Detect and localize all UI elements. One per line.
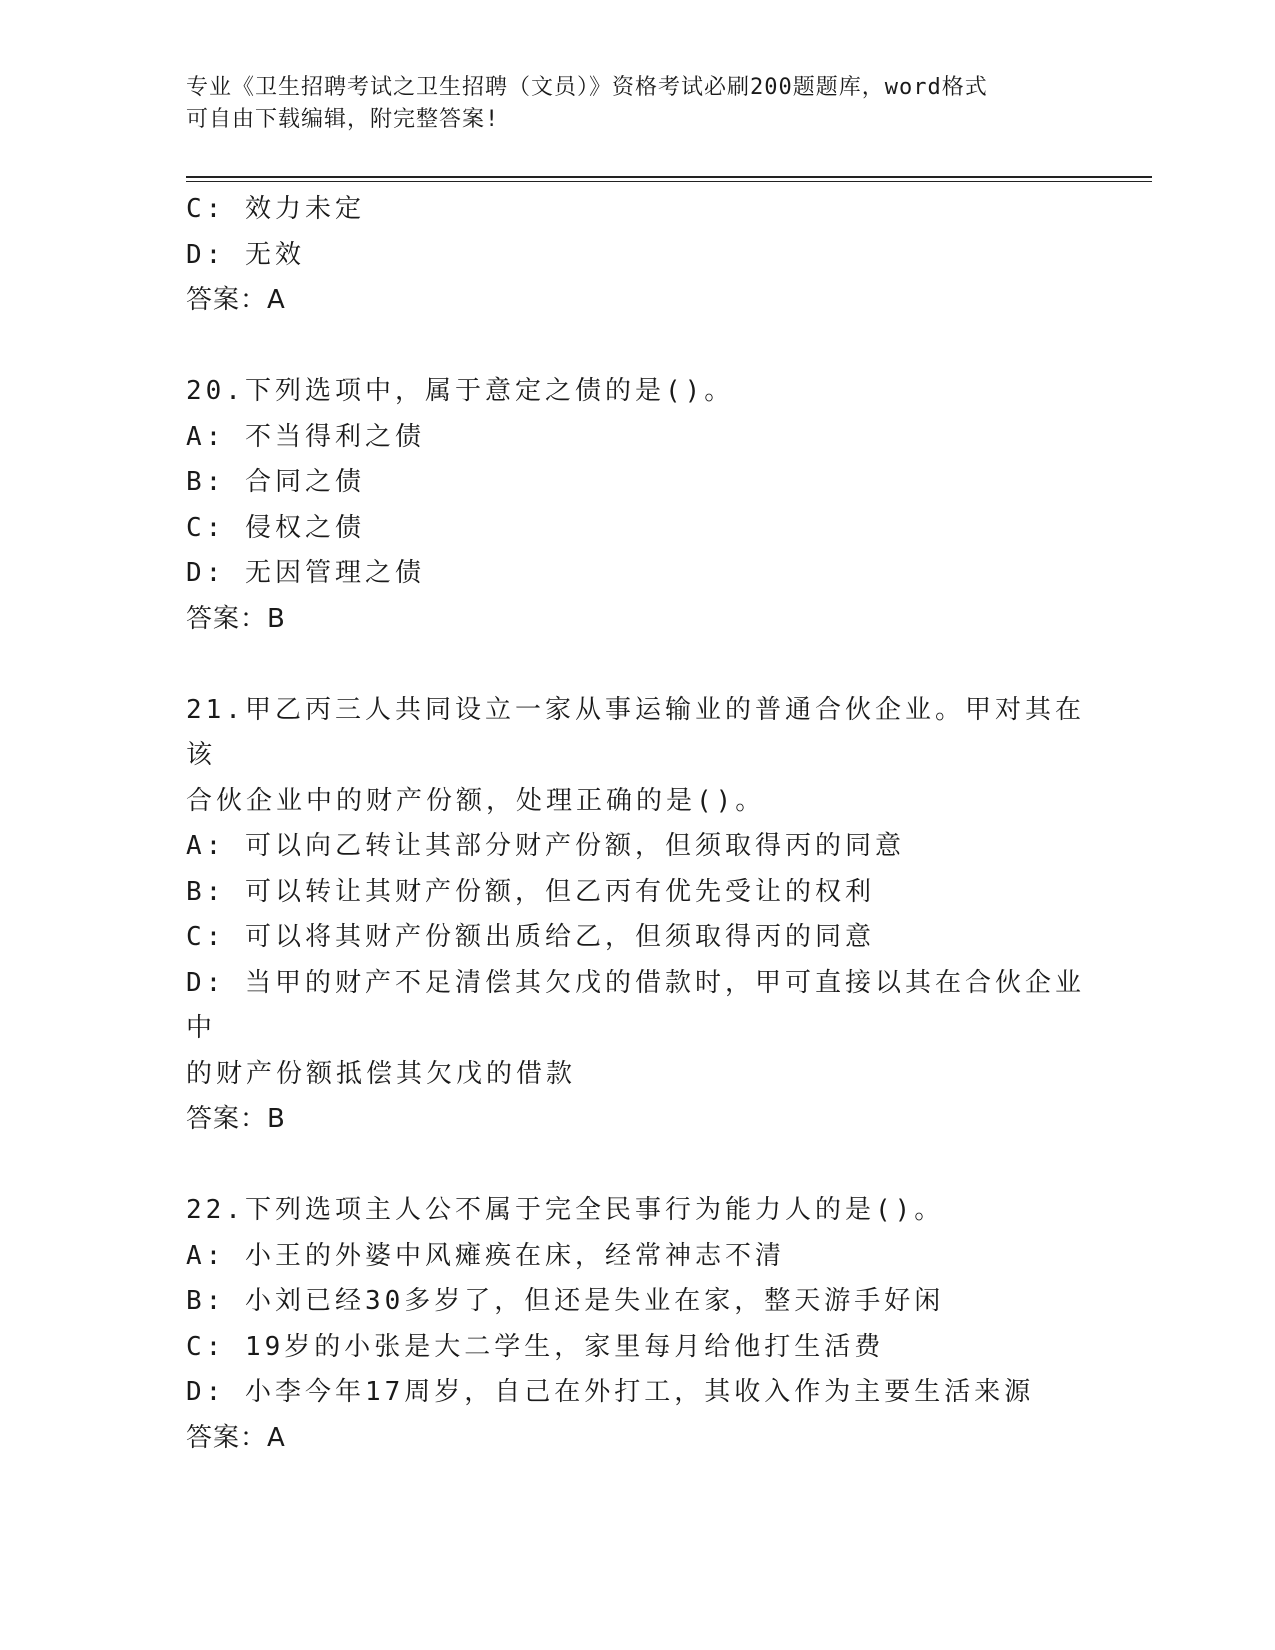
question-stem-line-2: 合伙企业中的财产份额，处理正确的是()。 bbox=[186, 785, 766, 816]
question-stem: 20.下列选项中，属于意定之债的是()。 bbox=[186, 376, 735, 406]
question-stem: 22.下列选项主人公不属于完全民事行为能力人的是()。 bbox=[186, 1195, 945, 1225]
option-d-line-1: D: 当甲的财产不足清偿其欠戊的借款时，甲可直接以其在合伙企业中 bbox=[186, 967, 1085, 1043]
option-c: C: 可以将其财产份额出质给乙，但须取得丙的同意 bbox=[186, 922, 875, 952]
option-b: B: 小刘已经30多岁了，但还是失业在家，整天游手好闲 bbox=[186, 1286, 945, 1316]
option-d-line-2: 的财产份额抵偿其欠戊的借款 bbox=[186, 1058, 577, 1089]
header-divider-thick bbox=[186, 176, 1152, 178]
header-divider-thin bbox=[186, 181, 1152, 182]
option-b: B: 合同之债 bbox=[186, 467, 365, 497]
spacer bbox=[186, 642, 1086, 688]
option-d: D: 无效 bbox=[186, 239, 305, 270]
option-a: A: 可以向乙转让其部分财产份额，但须取得丙的同意 bbox=[186, 831, 905, 861]
header-title-line-1: 专业《卫生招聘考试之卫生招聘（文员）》资格考试必刷200题题库，word格式 bbox=[186, 75, 988, 100]
spacer bbox=[186, 1143, 1086, 1189]
question-21 bbox=[186, 688, 1086, 1143]
option-d: D: 小李今年17周岁，自己在外打工，其收入作为主要生活来源 bbox=[186, 1377, 1035, 1407]
answer-line: 答案：A bbox=[186, 285, 286, 315]
option-c: C: 19岁的小张是大二学生，家里每月给他打生活费 bbox=[186, 1331, 885, 1362]
document-header bbox=[186, 72, 1066, 136]
answer-line: 答案：B bbox=[186, 603, 286, 634]
option-c: C: 侵权之债 bbox=[186, 512, 365, 543]
question-stem-line-1: 21.甲乙丙三人共同设立一家从事运输业的普通合伙企业。甲对其在该 bbox=[186, 694, 1085, 770]
option-a: A: 小王的外婆中风瘫痪在床，经常神志不清 bbox=[186, 1240, 785, 1271]
question-22 bbox=[186, 1188, 1086, 1461]
option-a: A: 不当得利之债 bbox=[186, 421, 425, 452]
spacer bbox=[186, 324, 1086, 370]
question-list bbox=[186, 187, 1086, 1461]
option-b: B: 可以转让其财产份额，但乙丙有优先受让的权利 bbox=[186, 876, 875, 907]
option-d: D: 无因管理之债 bbox=[186, 558, 425, 588]
answer-line: 答案：A bbox=[186, 1422, 286, 1453]
question-19-fragment bbox=[186, 187, 1086, 324]
answer-line: 答案：B bbox=[186, 1104, 286, 1134]
option-c: C: 效力未定 bbox=[186, 194, 365, 224]
question-20 bbox=[186, 369, 1086, 642]
header-title-line-2: 可自由下载编辑，附完整答案! bbox=[186, 107, 500, 132]
